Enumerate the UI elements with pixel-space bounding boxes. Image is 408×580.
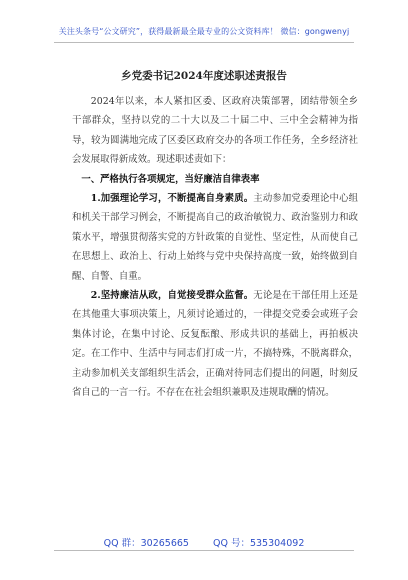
item-lead-1: 1.加强理论学习，不断提高自身素质。 <box>90 193 254 205</box>
item-paragraph-2 <box>72 286 358 402</box>
footer-contact <box>0 535 408 549</box>
document-body <box>72 92 358 403</box>
item-body-2: 无论是在干部任用上还是在其他重大事项决策上，凡须讨论通过的，一律提交党委会或班子会集体讨论，在集中讨论、反复酝酿、形成共识的基础上，再拍板决定。在工作中、生活中与同志们打成一片，不搞特殊，不脱离群众，主动参加机关支部组织生活会，正确对待同志们提出的问题，时刻反省自己的一言一行。不存在在社会组织兼职及违规取酬的情况。 <box>72 290 358 399</box>
item-body-1: 主动参加党委理论中心组和机关干部学习例会，不断提高自己的政治敏锐力、政治鉴别力和政策水平，增强贯彻落实党的方针政策的自觉性、坚定性，从而使自己在思想上、政治上、行动上始终与党中央保持高度一致，始终做到自醒、自警、自重。 <box>72 193 358 282</box>
item-paragraph-1 <box>72 189 358 286</box>
document-title: 乡党委书记2024年度述职述责报告 <box>121 70 287 82</box>
intro-paragraph: 2024年以来，本人紧扣区委、区政府决策部署，团结带领全乡干部群众，坚持以党的二十大以及二十届二中、三中全会精神为指导，较为圆满地完成了区委区政府交办的各项工作任务，全乡经济社会发展取得新成效。现述职述责如下： <box>72 96 358 166</box>
header-divider <box>54 42 354 43</box>
qq-number: QQ 号：535304092 <box>212 538 305 549</box>
item-lead-2: 2.坚持廉洁从政，自觉接受群众监督。 <box>90 290 254 302</box>
qq-group: QQ 群：30265665 <box>103 538 189 549</box>
header-banner: 关注头条号“公文研究”，获得最新最全最专业的公文资料库！ 微信：gongwenyj <box>58 27 350 36</box>
section-heading: 一、严格执行各项规定，当好廉洁自律表率 <box>81 173 260 185</box>
footer-divider <box>54 550 354 551</box>
